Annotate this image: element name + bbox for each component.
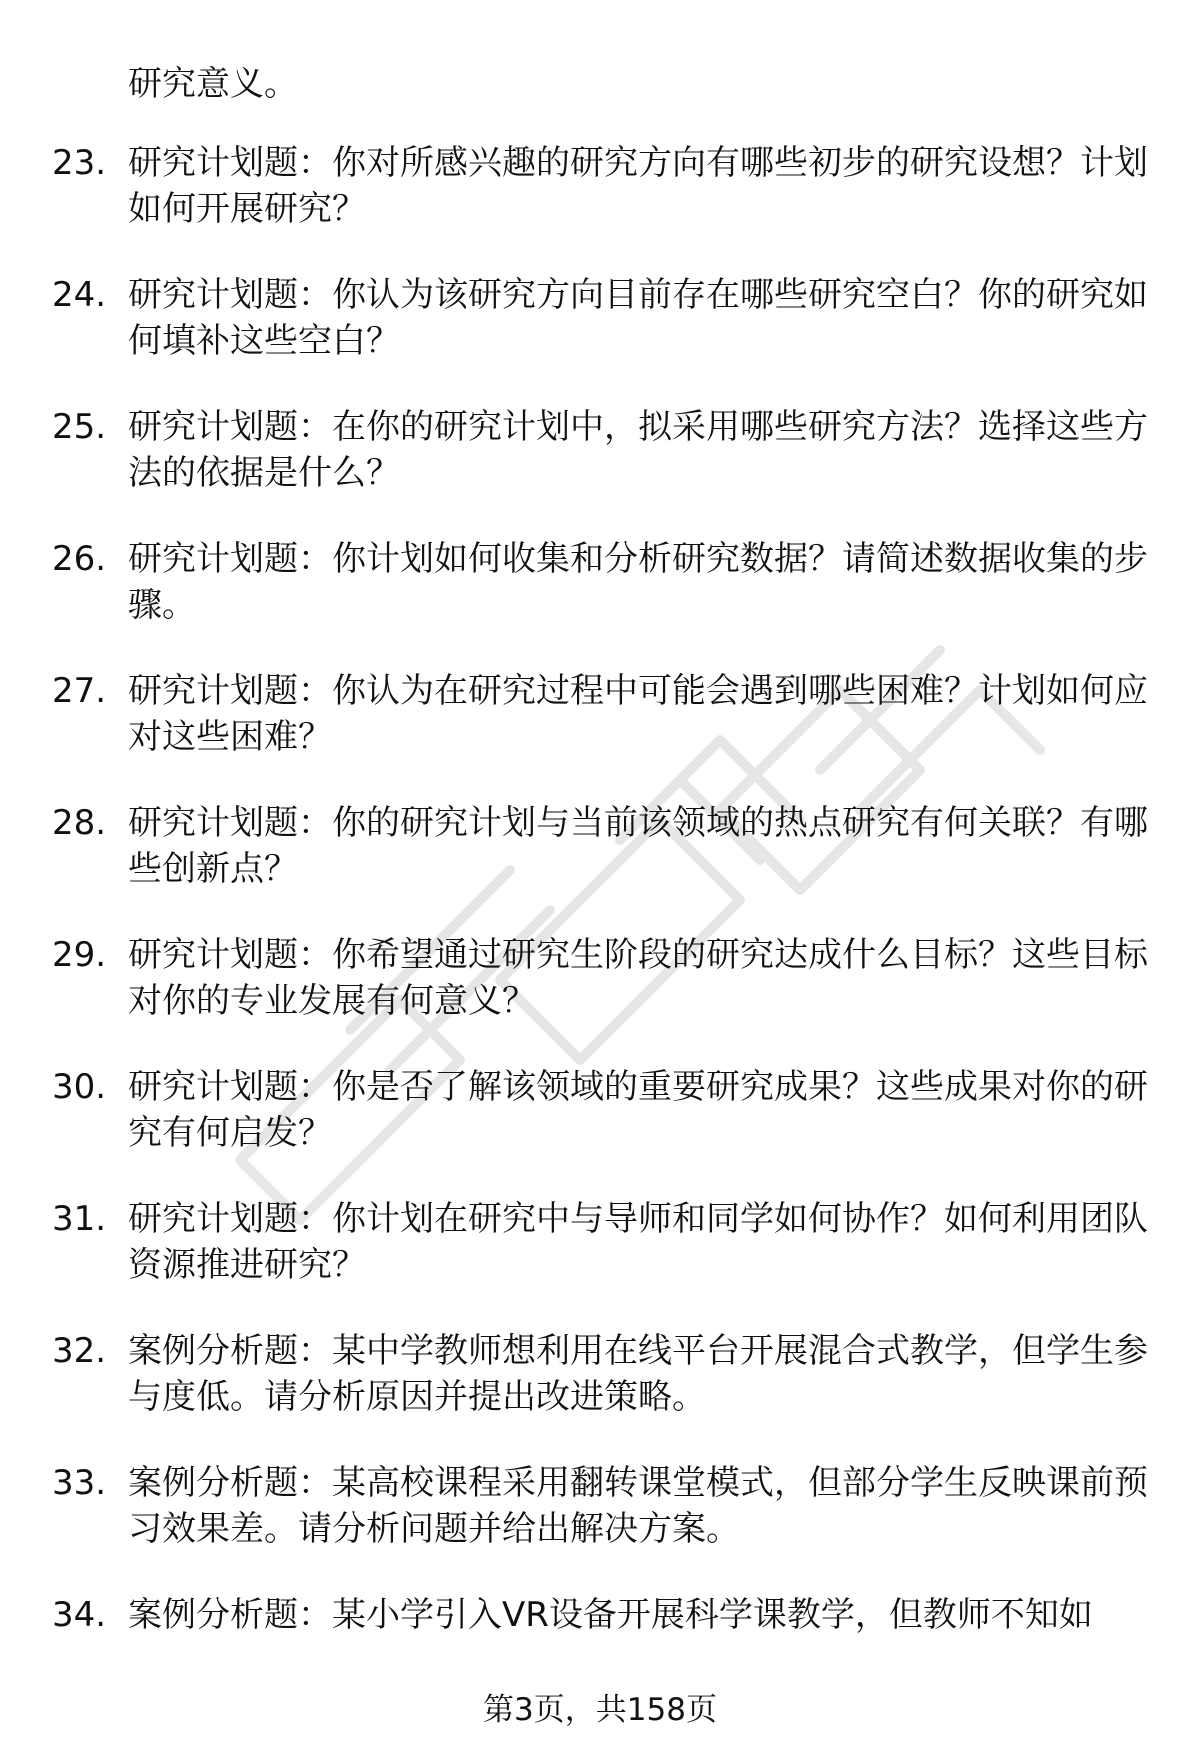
question-item xyxy=(0,536,1200,668)
continued-text: 研究意义。 xyxy=(128,64,298,104)
question-number: 30. xyxy=(52,1067,107,1107)
question-number: 23. xyxy=(52,143,107,183)
question-number: 28. xyxy=(52,803,107,843)
question-item xyxy=(0,140,1200,272)
question-item xyxy=(0,668,1200,800)
question-text: 研究计划题：你计划在研究中与导师和同学如何协作？如何利用团队资源推进研究？ xyxy=(128,1199,1148,1285)
question-text: 研究计划题：你希望通过研究生阶段的研究达成什么目标？这些目标对你的专业发展有何意义？ xyxy=(128,935,1148,1021)
question-number: 24. xyxy=(52,275,107,315)
question-item xyxy=(0,1328,1200,1460)
question-item xyxy=(0,1196,1200,1328)
question-number: 29. xyxy=(52,935,107,975)
question-text: 案例分析题：某高校课程采用翻转课堂模式，但部分学生反映课前预习效果差。请分析问题并给出解决方案。 xyxy=(128,1463,1148,1549)
question-number: 32. xyxy=(52,1331,107,1371)
question-item xyxy=(0,404,1200,536)
question-text: 研究计划题：你计划如何收集和分析研究数据？请简述数据收集的步骤。 xyxy=(128,539,1148,625)
question-item xyxy=(0,800,1200,932)
question-text: 研究计划题：你对所感兴趣的研究方向有哪些初步的研究设想？计划如何开展研究？ xyxy=(128,143,1148,229)
question-number: 31. xyxy=(52,1199,107,1239)
question-list xyxy=(0,140,1200,1724)
question-text: 研究计划题：你的研究计划与当前该领域的热点研究有何关联？有哪些创新点？ xyxy=(128,803,1148,889)
question-number: 27. xyxy=(52,671,107,711)
question-text: 案例分析题：某中学教师想利用在线平台开展混合式教学，但学生参与度低。请分析原因并提出改进策略。 xyxy=(128,1331,1148,1417)
question-text: 研究计划题：你是否了解该领域的重要研究成果？这些成果对你的研究有何启发？ xyxy=(128,1067,1148,1153)
question-number: 25. xyxy=(52,407,107,447)
question-item xyxy=(0,1460,1200,1592)
question-text: 研究计划题：在你的研究计划中，拟采用哪些研究方法？选择这些方法的依据是什么？ xyxy=(128,407,1148,493)
question-item xyxy=(0,932,1200,1064)
page-footer: 第3页，共158页 xyxy=(483,1692,717,1728)
question-number: 26. xyxy=(52,539,107,579)
question-text: 研究计划题：你认为在研究过程中可能会遇到哪些困难？计划如何应对这些困难？ xyxy=(128,671,1148,757)
question-text: 研究计划题：你认为该研究方向目前存在哪些研究空白？你的研究如何填补这些空白？ xyxy=(128,275,1148,361)
question-number: 33. xyxy=(52,1463,107,1503)
question-item xyxy=(0,1064,1200,1196)
question-text: 案例分析题：某小学引入VR设备开展科学课教学，但教师不知如 xyxy=(128,1595,1093,1635)
question-item xyxy=(0,272,1200,404)
question-number: 34. xyxy=(52,1595,107,1635)
